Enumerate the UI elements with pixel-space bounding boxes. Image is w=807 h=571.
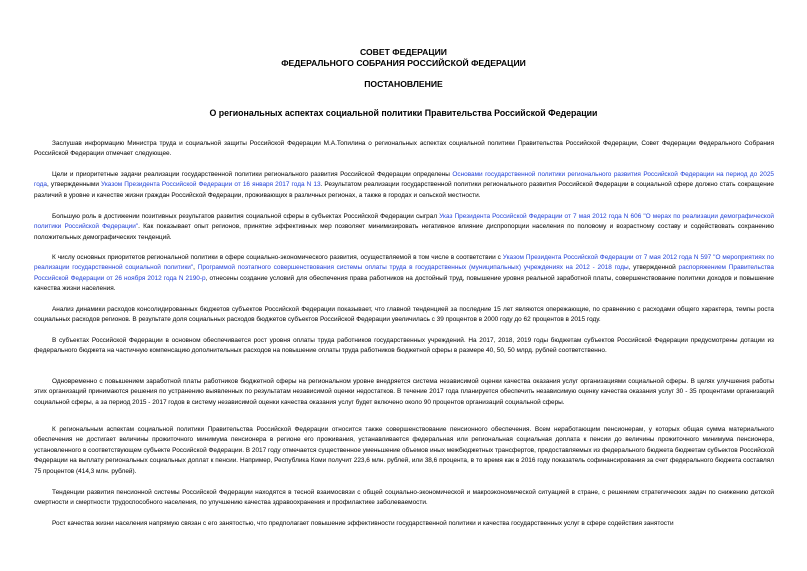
paragraph-9: Тенденции развития пенсионной системы Российской Федерации находятся в тесной взаимосвязи с общей социально-экономической и макроэкономической ситуацией в стране, с решением стратегических задач по снижению детской смертности и смертности трудоспособного населения, по улучшению качества здравоохранения и профилактике заболеваемости. [34,489,774,507]
link-decree-n13[interactable]: Указом Президента Российской Федерации от 16 января 2017 года N 13 [101,181,321,189]
paragraph-2-text-b: , утвержденными [46,181,102,189]
link-regional-policy-foundations[interactable]: Основами государственной политики регионального развития Российской Федерации на период до 2025 года [34,171,774,189]
paragraph-6: В субъектах Российской Федерации в основном обеспечивается рост уровня оплаты труда работников государственных учреждений. На 2017, 2018, 2019 годы бюджетам субъектов Российской Федерации предусмотрены дотации из федерального бюджета на частичную компенсацию дополнительных расходов на повышение оплаты труда работников бюджетной сферы в размере 40, 50, 50 млрд. рублей соответственно. [34,337,774,355]
paragraph-2-text-a: Цели и приоритетные задачи реализации государственной политики регионального развития Российской Федерации определены [52,171,453,178]
paragraph-7: Одновременно с повышением заработной платы работников бюджетной сферы на региональном уровне внедряется система независимой оценки качества оказания услуг организациями социальной сферы. В целях улучшения работы этих организаций принимаются решения по устранению выявленных по результатам независимой оценки недостатков. В течение 2017 года планируется обеспечить независимую оценку качества оказания услуг 30 - 35 процентами организаций социальной сферы, а за период 2015 - 2017 годов в систему независимой оценки качества оказания услуг будет включено около 90 процентов организаций социальной сферы. [34,378,774,406]
link-decree-n597[interactable]: Указом Президента Российской Федерации от 7 мая 2012 года N 597 "О мероприятиях по реализации государственной социальной политики" [34,254,774,272]
link-order-2190-r[interactable]: распоряжением Правительства Российской Федерации от 26 ноября 2012 года N 2190-р [34,264,774,282]
paragraph-2-text-c: . Результатом реализации государственной политики регионального развития Российской Федерации в социальной сфере должно стать сокращение различий в уровне и качестве жизни граждан Российской Федерации, проживающих в различных регионах, а также в городах и сельской местности. [34,181,774,199]
paragraph-8: К региональным аспектам социальной политики Правительства Российской Федерации относится также совершенствование пенсионного обеспечения. Всем неработающим пенсионерам, у которых общая сумма материального обеспечения не достигает величины прожиточного минимума пенсионера в регионе его проживания, устанавливается федеральная или региональная социальная доплата к пенсии до величины прожиточного минимума пенсионера, установленного в соответствующем субъекте Российской Федерации. В 2017 году отмечается существенное уменьшение объемов иных межбюджетных трансфертов, предоставляемых из федерального бюджета бюджетам субъектов Российской Федерации на выплату региональных социальных доплат к пенсии. Например, Республика Коми получит 223,6 млн. рублей, или 38,6 процента, в то время как в 2016 году показатель софинансирования за счет федерального бюджета составлял 75 процентов (414,3 млн. рублей). [34,426,774,475]
link-pay-system-program[interactable]: Программой поэтапного совершенствования системы оплаты труда в государственных (муниципальных) учреждениях на 2012 - 2018 годы [197,264,629,272]
paragraph-3-text-b: . Как показывает опыт регионов, принятие эффективных мер позволяет минимизировать негативное влияние диспропорции населения по половому и возрастному составу и содействовать сохранению положительных демографических тенденций. [34,223,774,241]
document-type: ПОСТАНОВЛЕНИЕ [364,79,443,89]
paragraph-4-text-c: , утвержденной [628,264,679,272]
paragraph-4-text-b: , [193,264,198,272]
link-decree-n606[interactable]: Указ Президента Российской Федерации от 7 мая 2012 года N 606 "О мерах по реализации демографической политики Российской Федерации" [34,213,774,231]
paragraph-3-text-a: Большую роль в достижении позитивных результатов развития социальной сферы в субъектах Российской Федерации сыграл [52,213,440,220]
paragraph-2 [34,170,774,201]
paragraph-4 [34,253,774,295]
paragraph-3 [34,212,774,243]
issuer-line-2: ФЕДЕРАЛЬНОГО СОБРАНИЯ РОССИЙСКОЙ ФЕДЕРАЦИИ [281,58,526,68]
paragraph-10: Рост качества жизни населения напрямую связан с его занятостью, что предполагает повышение эффективности государственной политики и качества государственных услуг в сфере содействия занятости [52,520,674,527]
paragraph-5: Анализ динамики расходов консолидированных бюджетов субъектов Российской Федерации показывает, что главной тенденцией за последние 15 лет являются опережающие, по сравнению с расходами общего характера, темпы роста социальных расходов регионов. В результате доля социальных расходов бюджетов субъектов Российской Федерации увеличилась с 39 процентов в 2000 году до 62 процентов в 2015 году. [34,306,774,324]
paragraph-4-text-d: , отнесены создание условий для обеспечения права работников на достойный труд, повышение уровня реальной заработной платы, совершенствование политики доходов и повышение качества жизни населения. [34,274,774,293]
paragraph-1: Заслушав информацию Министра труда и социальной защиты Российской Федерации М.А.Топилина о региональных аспектах социальной политики Правительства Российской Федерации, Совет Федерации Федерального Собрания Российской Федерации отмечает следующее. [34,140,774,158]
paragraph-4-text-a: К числу основных приоритетов региональной политики в сфере социально-экономического развития, осуществляемой в том числе в соответствии с [52,254,503,261]
document-title: О региональных аспектах социальной политики Правительства Российской Федерации [209,108,598,118]
issuer-line-1: СОВЕТ ФЕДЕРАЦИИ [360,47,447,57]
